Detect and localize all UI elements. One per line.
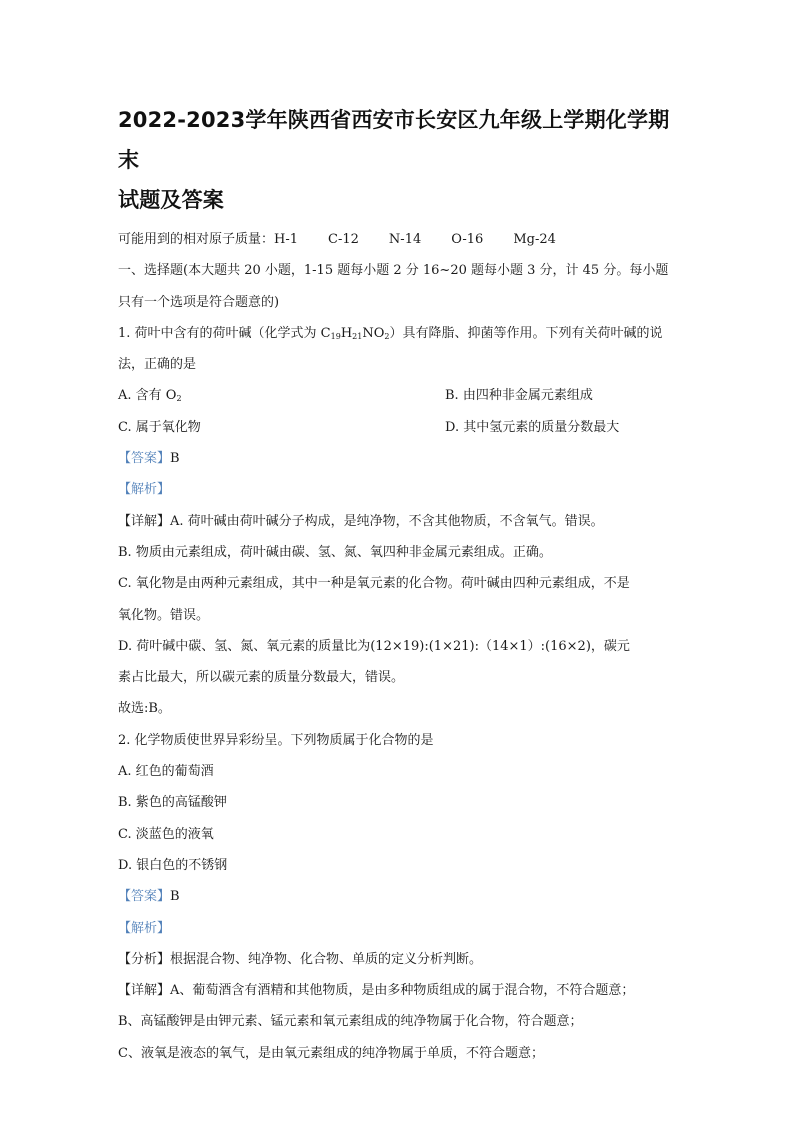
q2-detail-b: B、高锰酸钾是由钾元素、锰元素和氧元素组成的纯净物属于化合物，符合题意；: [118, 1014, 583, 1030]
atomic-mass-mg: Mg-24: [513, 232, 556, 247]
q1-option-d: D. 其中氢元素的质量分数最大: [445, 419, 620, 435]
atomic-mass-h: H-1: [274, 232, 299, 247]
q2-analysis-heading: [118, 913, 678, 944]
analysis-label: 【解析】: [118, 482, 171, 498]
detail-label: 【详解】: [118, 513, 171, 529]
q2-detail-a: 【详解】A、葡萄酒含有酒精和其他物质，是由多种物质组成的属于混合物，不符合题意；: [118, 983, 635, 999]
q1-option-c: C. 属于氧化物: [118, 419, 201, 435]
q2-answer: [118, 881, 678, 912]
q1-options-row-1: [118, 380, 678, 411]
atomic-masses: [118, 224, 678, 255]
q2-stem: 2. 化学物质使世界异彩纷呈。下列物质属于化合物的是: [118, 732, 434, 748]
title-line-1: 2022-2023学年陕西省西安市长安区九年级上学期化学期末: [118, 108, 670, 172]
analysis-label: 【解析】: [118, 920, 171, 936]
q1-detail-d-line-2: 素占比最大，所以碳元素的质量分数最大，错误。: [118, 670, 405, 686]
document-page: [118, 100, 678, 1069]
document-title: [118, 100, 678, 220]
q1-detail-c-line-2: 氧化物。错误。: [118, 607, 210, 623]
atomic-mass-o: O-16: [451, 232, 484, 247]
atomic-mass-c: C-12: [328, 232, 359, 247]
q1-analysis-heading: [118, 474, 678, 505]
q1-option-b: B. 由四种非金属元素组成: [445, 388, 593, 404]
answer-label: 【答案】: [118, 451, 171, 467]
title-line-2: 试题及答案: [118, 188, 224, 212]
detail-label: 【详解】: [118, 983, 171, 999]
q2-analysis: 【分析】根据混合物、纯净物、化合物、单质的定义分析判断。: [118, 951, 483, 967]
answer-label: 【答案】: [118, 889, 171, 905]
q1-stem-line-2: 法，正确的是: [118, 357, 197, 373]
q2-option-d: D. 银白色的不锈钢: [118, 857, 228, 873]
q2-option-b: B. 紫色的高锰酸钾: [118, 795, 227, 811]
q1-options-row-2: [118, 412, 678, 443]
q1-answer: [118, 443, 678, 474]
section-heading-line-2: 只有一个选项是符合题意的): [118, 294, 280, 310]
q2-option-c: C. 淡蓝色的液氧: [118, 826, 214, 842]
q2-detail-c: C、液氧是液态的氧气，是由氧元素组成的纯净物属于单质，不符合题意；: [118, 1045, 544, 1061]
q1-detail-c-line-1: C. 氧化物是由两种元素组成，其中一种是氧元素的化合物。荷叶碱由四种元素组成，不是: [118, 576, 630, 592]
q1-detail-b: B. 物质由元素组成，荷叶碱由碳、氢、氮、氧四种非金属元素组成。正确。: [118, 544, 552, 560]
q1-option-a: A. 含有 $O_2$: [118, 388, 182, 404]
q2-option-a: A. 红色的葡萄酒: [118, 764, 214, 780]
analysis-sub-label: 【分析】: [118, 951, 171, 967]
q1-detail-a: 【详解】A. 荷叶碱由荷叶碱分子构成，是纯净物，不含其他物质，不含氧气。错误。: [118, 513, 604, 529]
atomic-masses-prefix: 可能用到的相对原子质量：: [118, 232, 275, 247]
section-heading-line-1: 一、选择题(本大题共 20 小题，1-15 题每小题 2 分 16~20 题每小题 3 分，计 45 分。每小题: [118, 263, 669, 279]
q1-detail-d-line-1: D. 荷叶碱中碳、氢、氮、氧元素的质量比为(12×19):(1×21):（14×1）:(16×2)，碳元: [118, 638, 630, 654]
answer-value: B: [170, 889, 180, 905]
answer-value: B: [170, 451, 180, 467]
q1-stem-line-1: 1. 荷叶中含有的荷叶碱（化学式为 $C_{19}H_{21}NO_2$）具有降脂、抑菌等作用。下列有关荷叶碱的说: [118, 325, 663, 341]
q1-conclusion: 故选:B。: [118, 701, 171, 717]
atomic-mass-n: N-14: [388, 232, 422, 247]
